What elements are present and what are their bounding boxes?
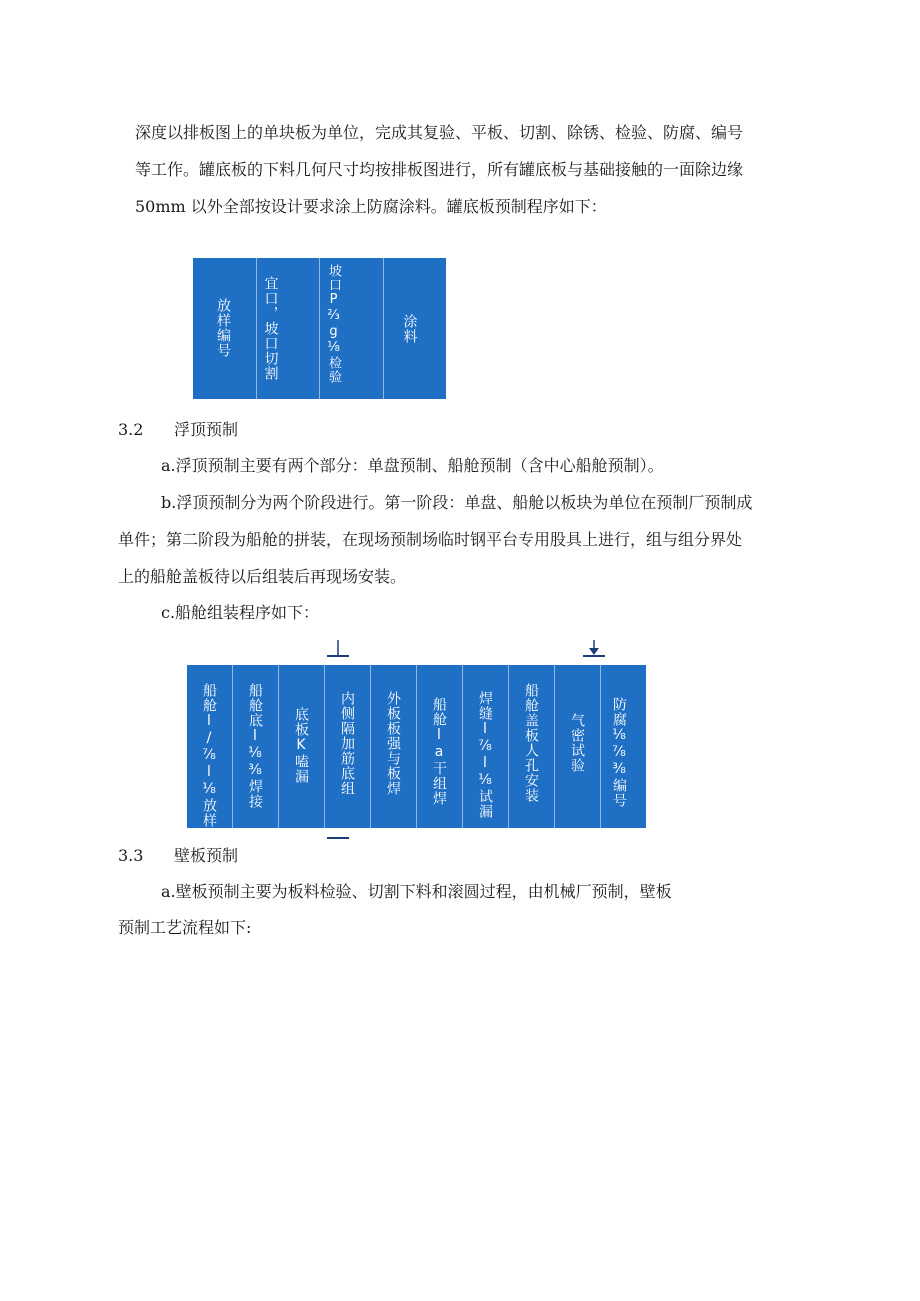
flow1-step-label: 放样编号 xyxy=(215,298,231,358)
section-title: 浮顶预制 xyxy=(174,420,239,439)
flow1-step xyxy=(257,258,321,399)
flow2-step-label: 内侧隔加筋底组 xyxy=(339,691,355,796)
para-b-line3: 上的船舱盖板待以后组装后再现场安装。 xyxy=(118,567,407,586)
flow2-step xyxy=(371,665,417,828)
flow1-step-label: 宜口，坡口切割 xyxy=(262,276,279,381)
flow2-step-label: 船舱la干组焊 xyxy=(431,697,447,806)
arrow-down-marker-icon xyxy=(582,638,606,660)
para1-line2: 等工作。罐底板的下料几何尺寸均按排板图进行，所有罐底板与基础接触的一面除边缘 xyxy=(135,160,744,179)
t-marker-icon xyxy=(326,638,350,660)
flow2-step xyxy=(187,665,233,828)
flow2-step-label: 气密试验 xyxy=(569,713,585,773)
section-title: 壁板预制 xyxy=(174,846,239,865)
flow2-step xyxy=(601,665,646,828)
section-number: 3.3 xyxy=(118,846,144,865)
para-wall-line2: 预制工艺流程如下: xyxy=(118,918,252,937)
para-wall-line1: a.壁板预制主要为板料检验、切割下料和滚圆过程，由机械厂预制，壁板 xyxy=(161,882,672,901)
flow1-step xyxy=(320,258,384,399)
flow2-step xyxy=(325,665,371,828)
flow1-step-label: 涂料 xyxy=(401,314,418,344)
flow2-step-label: 外板板强与板焊 xyxy=(385,691,401,796)
bottom-marker-icon xyxy=(326,834,350,842)
para-a: a.浮顶预制主要有两个部分：单盘预制、船舱预制（含中心船舱预制）。 xyxy=(161,456,664,475)
para-b-line2: 单件；第二阶段为船舱的拼装，在现场预制场临时钢平台专用股具上进行，组与组分界处 xyxy=(118,530,743,549)
flow2-step xyxy=(233,665,279,828)
section-number: 3.2 xyxy=(118,420,144,439)
flow2-step-label: 船舱盖板人孔安装 xyxy=(523,683,539,803)
para1-line1: 深度以排板图上的单块板为单位，完成其复验、平板、切割、除锈、检验、防腐、编号 xyxy=(135,123,744,142)
flow1-step xyxy=(384,258,447,399)
flow2-step xyxy=(555,665,601,828)
flow2-step xyxy=(463,665,509,828)
para1-line3: 50mm 以外全部按设计要求涂上防腐涂料。罐底板预制程序如下： xyxy=(135,197,607,216)
flow2-step xyxy=(417,665,463,828)
flow2-step-label: 防腐⅛⅞⅜编号 xyxy=(611,697,627,808)
flow2-step-label: 底板K嗑漏 xyxy=(293,707,309,784)
flow2-step xyxy=(509,665,555,828)
bottom-plate-flowchart xyxy=(193,258,446,399)
pontoon-assembly-flowchart xyxy=(187,665,646,828)
flow2-step-label: 船舱l/⅞l⅛放样 xyxy=(201,683,217,828)
flow2-step xyxy=(279,665,325,828)
para-c: c.船舱组装程序如下： xyxy=(161,603,320,622)
flow1-step-label: 坡口P⅔g⅛检验 xyxy=(326,264,341,384)
flow1-step xyxy=(193,258,257,399)
para-b-line1: b.浮顶预制分为两个阶段进行。第一阶段：单盘、船舱以板块为单位在预制厂预制成 xyxy=(161,493,753,512)
flow2-step-label: 焊缝l⅞l⅛试漏 xyxy=(477,691,493,819)
flow2-step-label: 船舱底l⅛⅜焊接 xyxy=(247,683,263,809)
